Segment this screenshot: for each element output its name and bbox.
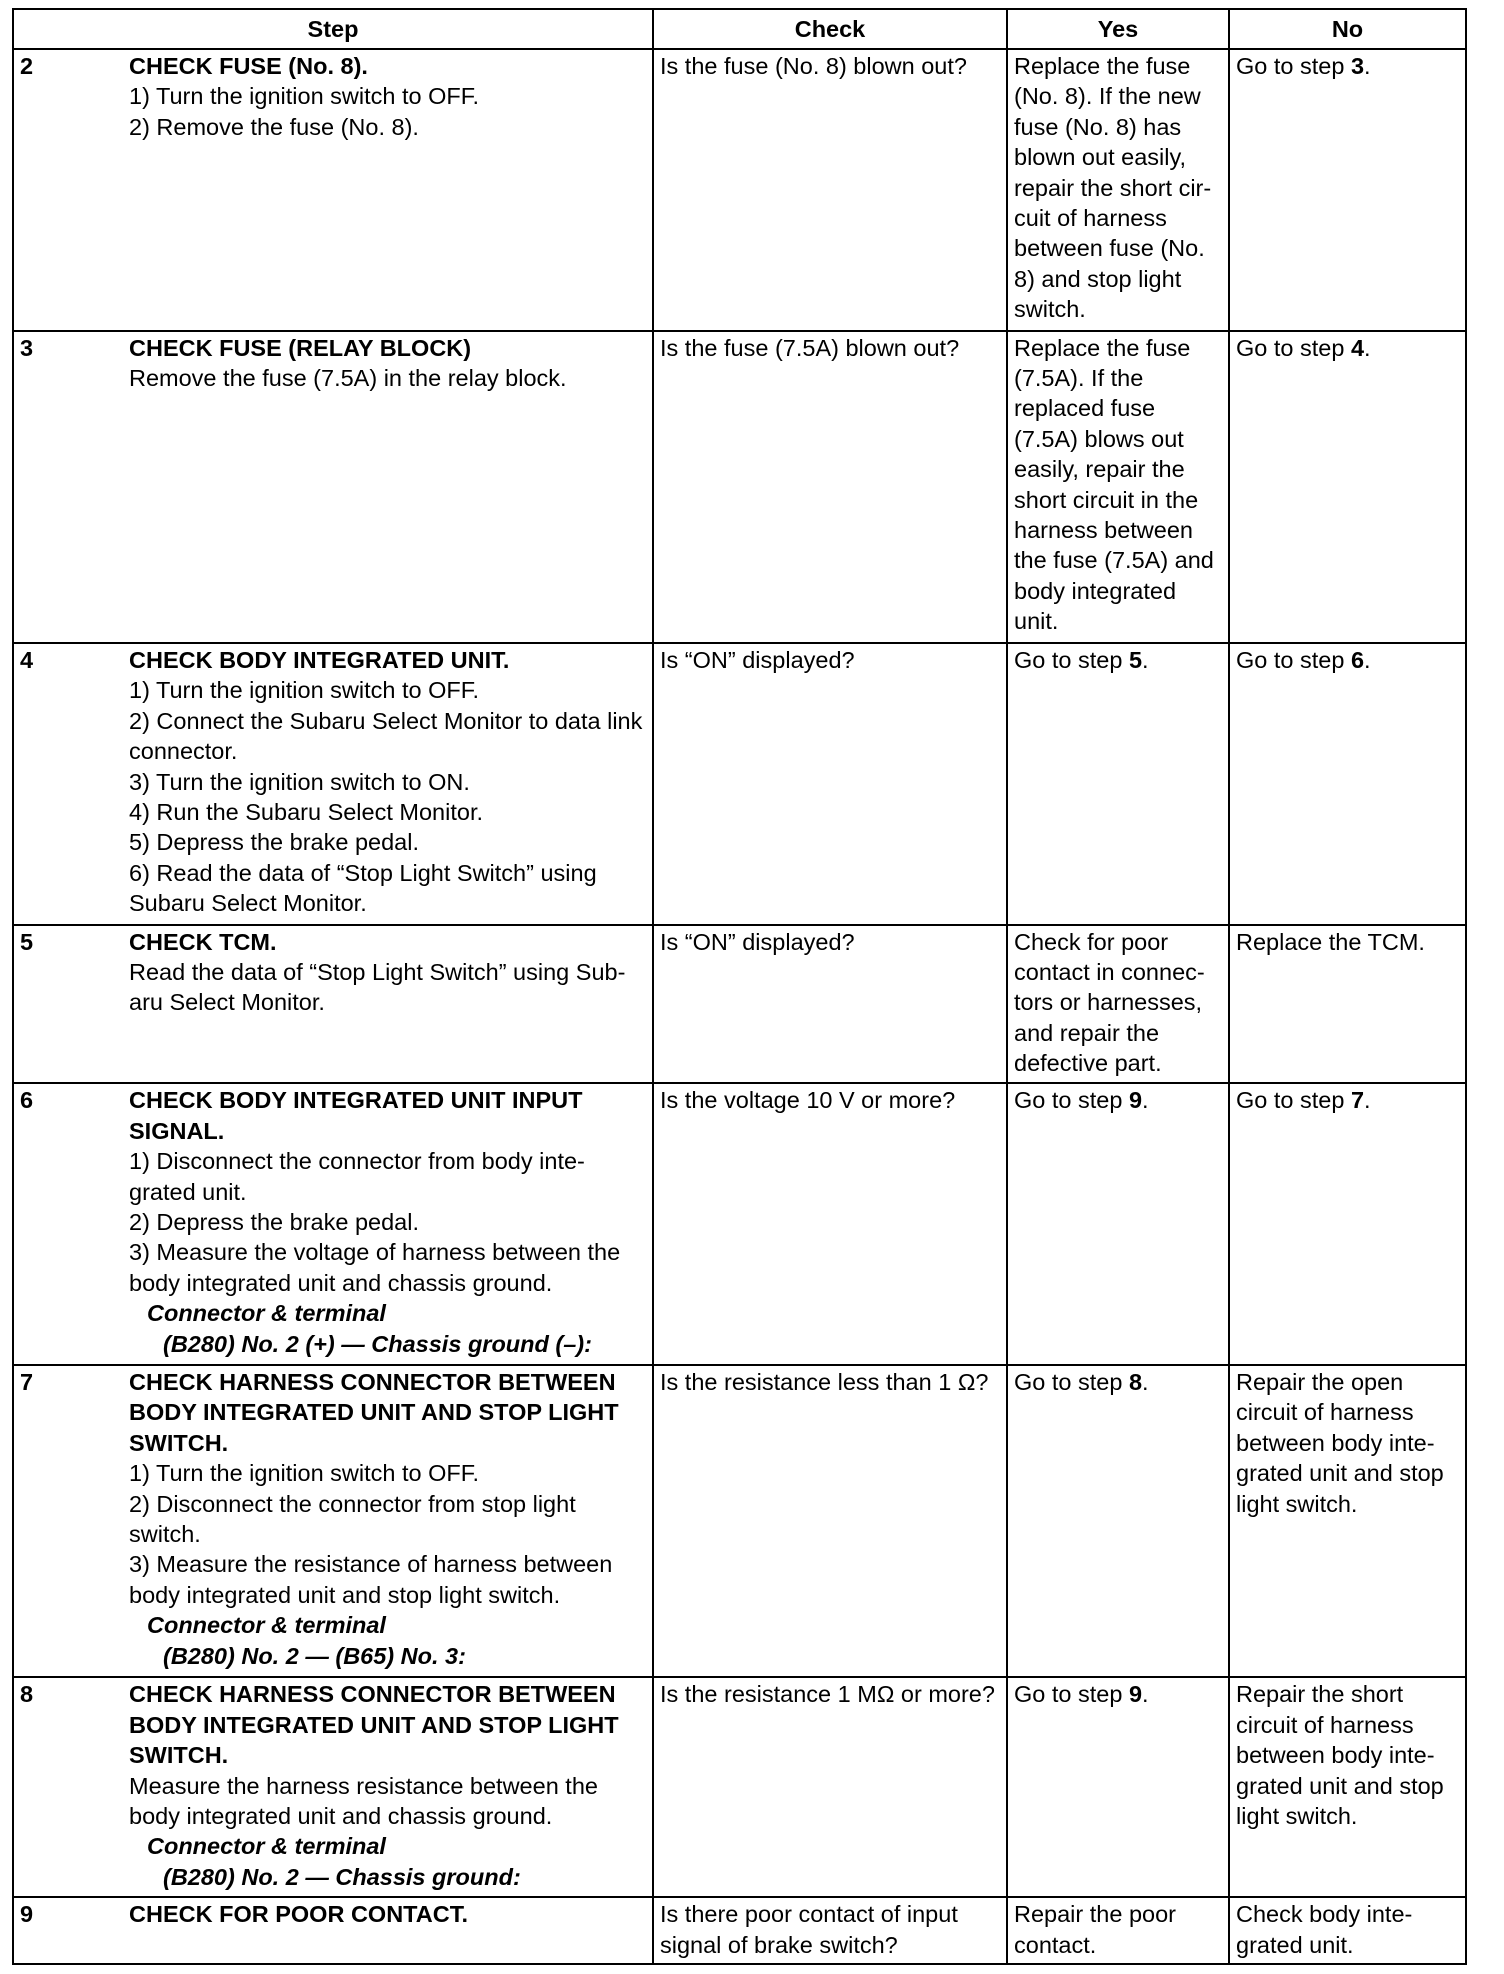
no-action-text: Go to step [1236, 646, 1351, 673]
step-description [123, 643, 653, 925]
step-description [123, 1083, 653, 1365]
table-row [13, 331, 1466, 643]
no-action-text: Go to step [1236, 1087, 1351, 1114]
yes-action-step-num: 8 [1128, 1368, 1143, 1395]
yes-action: Replace the fuse (No. 8). If the new fuse (No. 8) has blown out easily, repair the short cir-cuit of harness between fuse (No. 8) and stop light switch. [1007, 49, 1229, 331]
yes-action-text: Go to step [1014, 1681, 1129, 1708]
step-instruction: 3) Measure the resistance of harness between body integrated unit and stop light switch. [129, 1551, 613, 1608]
yes-action: Replace the fuse (7.5A). If the replaced fuse (7.5A) blows out easily, repair the short circuit in the harness between the fuse (7.5A) and body integrated unit. [1007, 331, 1229, 643]
check-question: Is there poor contact of input signal of brake switch? [653, 1897, 1007, 1964]
step-title: CHECK TCM. [129, 928, 277, 955]
header-row [13, 9, 1466, 49]
check-question: Is the resistance less than 1 Ω? [653, 1365, 1007, 1677]
no-action: Go to step 3. [1229, 49, 1466, 331]
table-row [13, 925, 1466, 1084]
yes-action: Repair the poor contact. [1007, 1897, 1229, 1964]
header-check: Check [653, 9, 1007, 49]
header-no: No [1229, 9, 1466, 49]
step-title: CHECK FOR POOR CONTACT. [129, 1901, 469, 1928]
step-title: CHECK HARNESS CONNECTOR BETWEEN BODY INTEGRATED UNIT AND STOP LIGHT SWITCH. [129, 1368, 619, 1456]
step-title: CHECK FUSE (RELAY BLOCK) [129, 334, 472, 361]
no-action-text: Go to step [1236, 53, 1351, 79]
yes-action: Go to step 5. [1007, 643, 1229, 925]
yes-action-step-num: 5 [1128, 646, 1143, 673]
step-instruction: 1) Turn the ignition switch to OFF. [129, 1460, 480, 1487]
check-question: Is “ON” displayed? [653, 643, 1007, 925]
step-instruction: 2) Connect the Subaru Select Monitor to data link connector. [129, 707, 643, 765]
no-action: Go to step 7. [1229, 1083, 1466, 1365]
step-title: CHECK BODY INTEGRATED UNIT INPUT SIGNAL. [129, 1087, 583, 1144]
no-action: Go to step 6. [1229, 643, 1466, 925]
no-action-step-num: 3 [1350, 53, 1365, 79]
step-number: 3 [13, 331, 123, 643]
table-row [13, 1677, 1466, 1897]
yes-action-text: Go to step [1014, 646, 1129, 673]
check-question: Is the voltage 10 V or more? [653, 1083, 1007, 1365]
step-instruction: Read the data of “Stop Light Switch” using Sub-aru Select Monitor. [129, 959, 626, 1016]
step-description [123, 1365, 653, 1677]
table-row [13, 1365, 1466, 1677]
step-number: 6 [13, 1083, 123, 1365]
step-number: 5 [13, 925, 123, 1084]
connector-terminal: (B280) No. 2 — Chassis ground: [163, 1863, 521, 1890]
step-instruction: Measure the harness resistance between the body integrated unit and chassis ground. [129, 1772, 598, 1829]
step-instruction: 3) Measure the voltage of harness between the body integrated unit and chassis ground. [129, 1239, 621, 1296]
step-number: 7 [13, 1365, 123, 1677]
yes-action-step-num: 9 [1128, 1681, 1143, 1708]
connector-terminal: (B280) No. 2 (+) — Chassis ground (–): [163, 1330, 592, 1357]
connector-label: Connector & terminal [147, 1300, 386, 1327]
step-instruction: 5) Depress the brake pedal. [129, 829, 419, 856]
step-number: 4 [13, 643, 123, 925]
step-description [123, 49, 653, 331]
yes-action-text: Go to step [1014, 1087, 1129, 1114]
step-instruction: Remove the fuse (7.5A) in the relay block. [129, 365, 567, 392]
no-action: Replace the TCM. [1229, 925, 1466, 1084]
header-yes: Yes [1007, 9, 1229, 49]
yes-action: Go to step 9. [1007, 1083, 1229, 1365]
no-action-step-num: 7 [1350, 1087, 1365, 1114]
no-action: Go to step 4. [1229, 331, 1466, 643]
step-title: CHECK FUSE (No. 8). [129, 53, 368, 79]
no-action: Repair the short circuit of harness between body inte-grated unit and stop light switch. [1229, 1677, 1466, 1897]
step-instruction: 6) Read the data of “Stop Light Switch” using Subaru Select Monitor. [129, 859, 597, 917]
step-number: 9 [13, 1897, 123, 1964]
no-action: Repair the open circuit of harness between body inte-grated unit and stop light switch. [1229, 1365, 1466, 1677]
step-instruction: 4) Run the Subaru Select Monitor. [129, 799, 484, 826]
check-question: Is the fuse (No. 8) blown out? [653, 49, 1007, 331]
yes-action: Go to step 9. [1007, 1677, 1229, 1897]
yes-action: Go to step 8. [1007, 1365, 1229, 1677]
check-question: Is “ON” displayed? [653, 925, 1007, 1084]
step-instruction: 1) Disconnect the connector from body inte-grated unit. [129, 1148, 585, 1205]
step-description [123, 1677, 653, 1897]
step-title: CHECK BODY INTEGRATED UNIT. [129, 646, 510, 673]
step-description [123, 1897, 653, 1964]
connector-label: Connector & terminal [147, 1612, 386, 1639]
step-title: CHECK HARNESS CONNECTOR BETWEEN BODY INTEGRATED UNIT AND STOP LIGHT SWITCH. [129, 1681, 619, 1769]
yes-action-text: Go to step [1014, 1368, 1129, 1395]
table-row [13, 1897, 1466, 1964]
step-instruction: 2) Depress the brake pedal. [129, 1208, 419, 1235]
step-description [123, 331, 653, 643]
step-number: 2 [13, 49, 123, 331]
connector-terminal: (B280) No. 2 — (B65) No. 3: [163, 1642, 466, 1669]
table-row [13, 643, 1466, 925]
check-question: Is the resistance 1 MΩ or more? [653, 1677, 1007, 1897]
step-instruction: 2) Disconnect the connector from stop light switch. [129, 1490, 576, 1547]
table-row [13, 49, 1466, 331]
step-instruction: 3) Turn the ignition switch to ON. [129, 768, 470, 795]
header-step: Step [13, 9, 653, 49]
step-number: 8 [13, 1677, 123, 1897]
table-body [13, 49, 1466, 1964]
connector-label: Connector & terminal [147, 1833, 386, 1860]
no-action-text: Go to step [1236, 334, 1351, 361]
no-action-step-num: 6 [1350, 646, 1365, 673]
diagnosis-table [12, 8, 1467, 1965]
table-row [13, 1083, 1466, 1365]
no-action-step-num: 4 [1350, 334, 1365, 361]
yes-action: Check for poor contact in connec-tors or harnesses, and repair the defective part. [1007, 925, 1229, 1084]
step-instruction: 1) Turn the ignition switch to OFF. [129, 83, 480, 110]
step-instruction: 2) Remove the fuse (No. 8). [129, 113, 419, 140]
step-description [123, 925, 653, 1084]
yes-action-step-num: 9 [1128, 1087, 1143, 1114]
no-action: Check body inte-grated unit. [1229, 1897, 1466, 1964]
check-question: Is the fuse (7.5A) blown out? [653, 331, 1007, 643]
step-instruction: 1) Turn the ignition switch to OFF. [129, 677, 480, 704]
